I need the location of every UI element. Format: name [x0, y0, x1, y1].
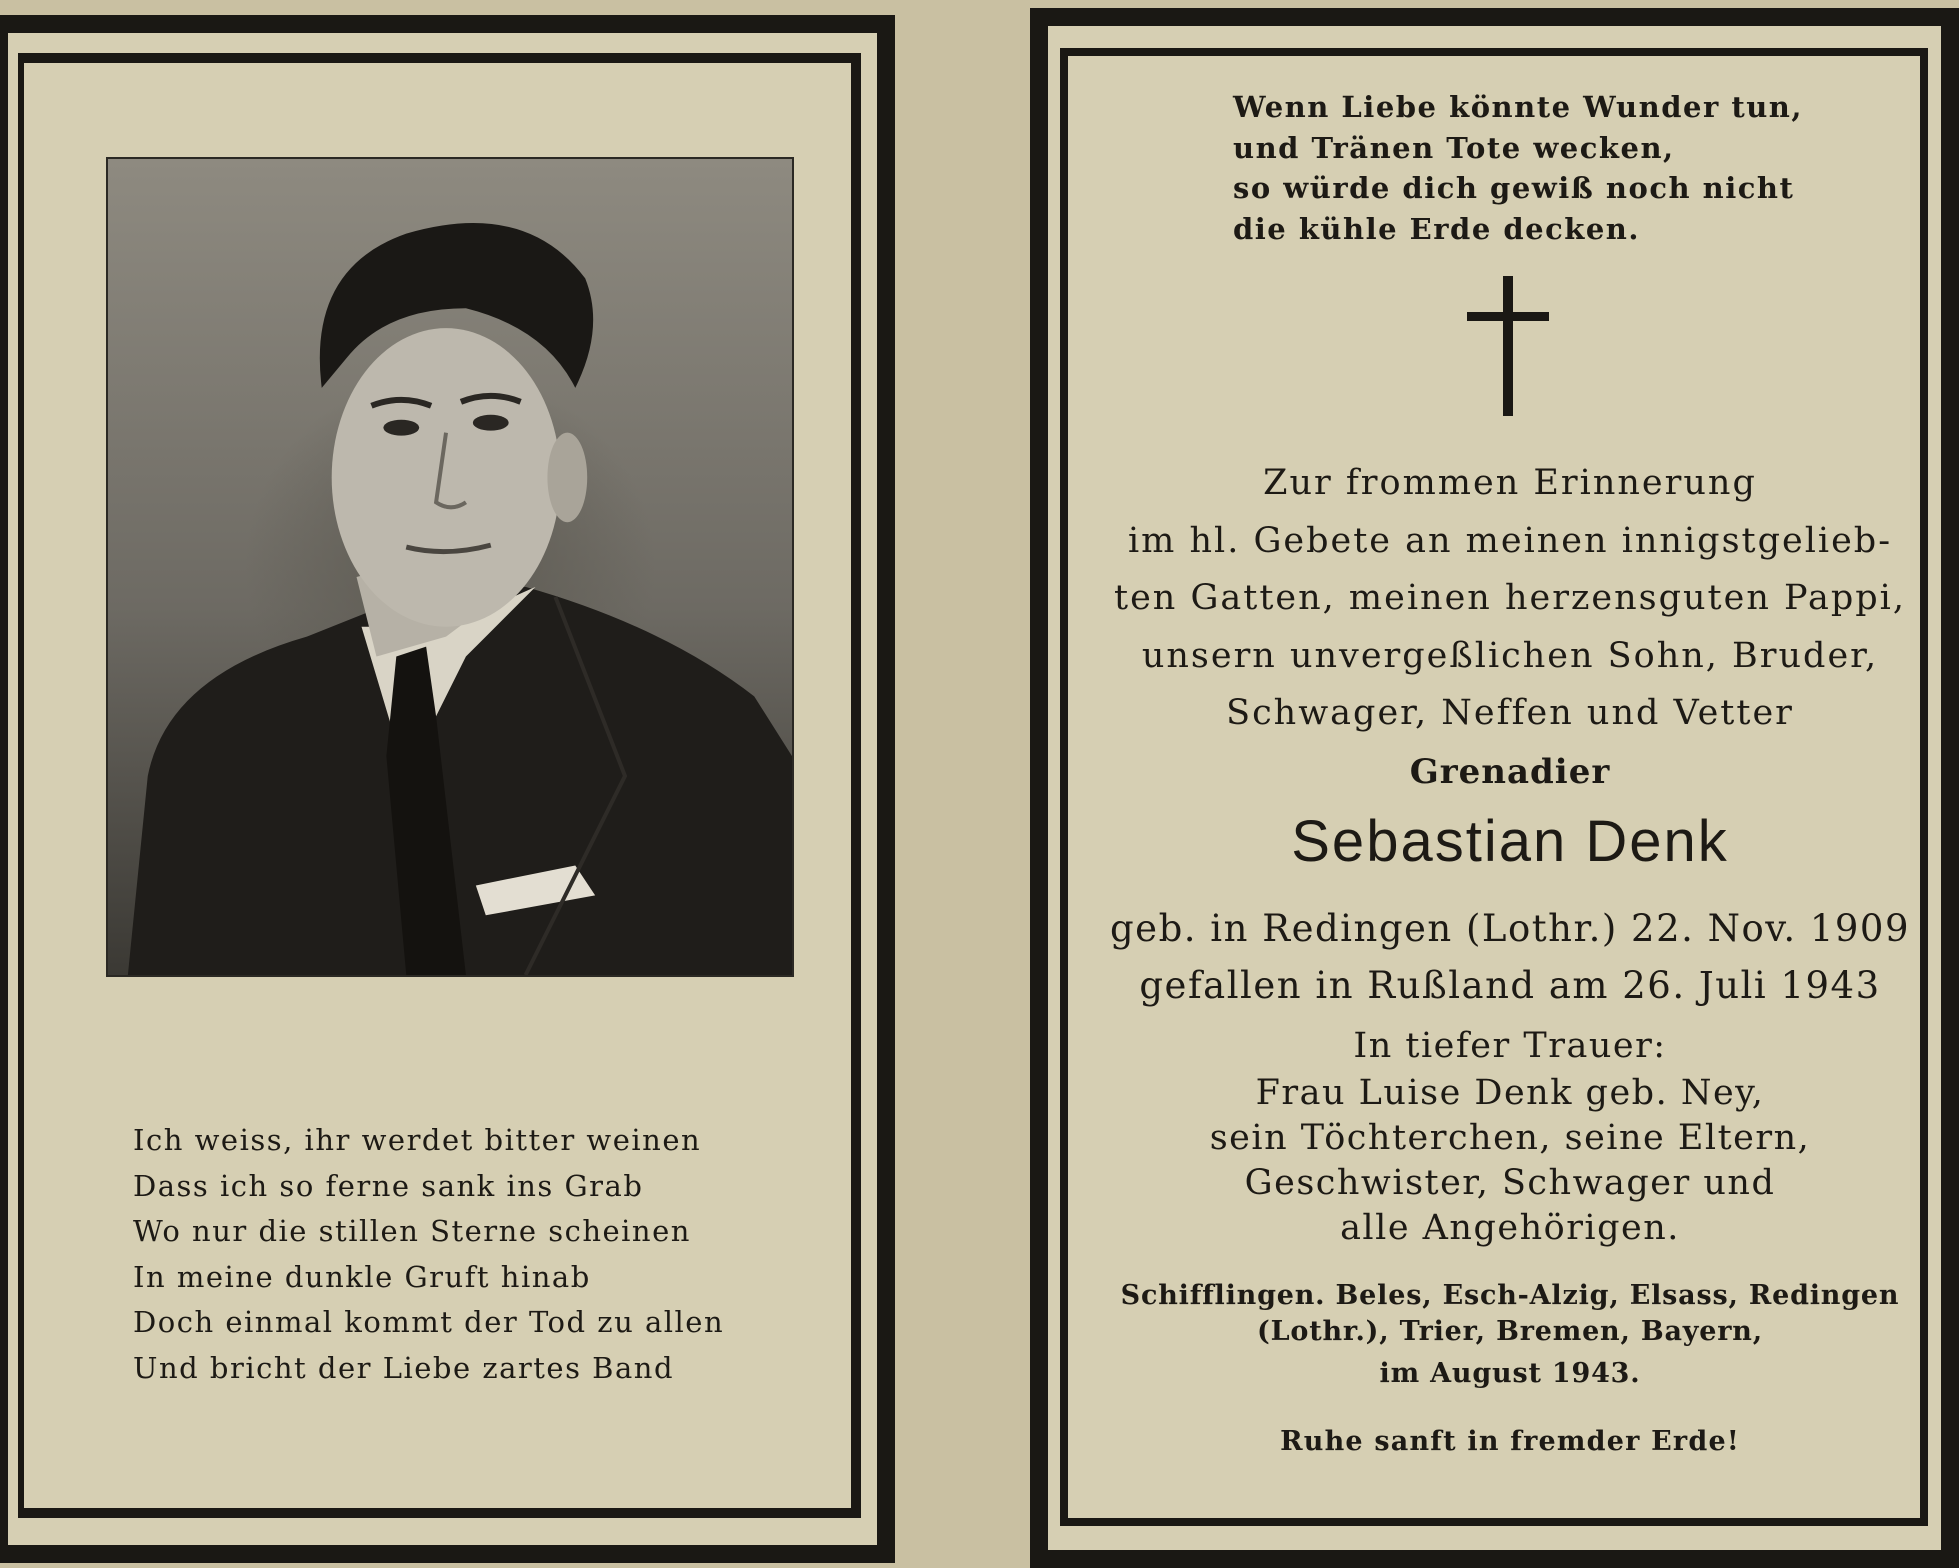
cross-icon — [1467, 276, 1549, 416]
memorial-line: ten Gatten, meinen herzensguten Pappi, — [1114, 578, 1906, 618]
poem-line: Doch einmal kommt der Tod zu allen — [133, 1305, 725, 1340]
birth-line: geb. in Redingen (Lothr.) 22. Nov. 1909 — [1110, 907, 1910, 950]
places — [1110, 1278, 1910, 1392]
life-dates — [1110, 900, 1910, 1014]
date-line: im August 1943. — [1379, 1358, 1641, 1389]
poem-line: Ich weiss, ihr werdet bitter weinen — [133, 1123, 702, 1157]
deceased-name: Sebastian Denk — [1291, 809, 1729, 874]
verse-line: die kühle Erde decken. — [1233, 211, 1640, 246]
mourner-line: sein Töchterchen, seine Eltern, — [1209, 1118, 1811, 1158]
mourner-line: Geschwister, Schwager und — [1244, 1163, 1776, 1203]
poem-line: Und bricht der Liebe zartes Band — [133, 1350, 675, 1385]
poem-line: Dass ich so ferne sank ins Grab — [133, 1168, 644, 1203]
places-line: Schifflingen. Beles, Esch-Alzig, Elsass, Redingen — [1120, 1280, 1900, 1311]
mourner-line: Frau Luise Denk geb. Ney, — [1255, 1073, 1765, 1113]
death-line: gefallen in Rußland am 26. Juli 1943 — [1139, 964, 1881, 1007]
mourner-line: alle Angehörigen. — [1340, 1208, 1680, 1248]
verse-line: so würde dich gewiß noch nicht — [1233, 171, 1795, 205]
opening-verse — [1233, 87, 1803, 249]
memorial-line: Schwager, Neffen und Vetter — [1226, 693, 1794, 733]
closing-line: Ruhe sanft in fremder Erde! — [1280, 1426, 1740, 1457]
memorial-line: im hl. Gebete an meinen innigstgelieb- — [1127, 520, 1893, 561]
memorial-line: unsern unvergeßlichen Sohn, Bruder, — [1141, 635, 1879, 676]
memorial-line: Zur frommen Erinnerung — [1263, 463, 1757, 503]
mourners — [1110, 1021, 1910, 1251]
places-line: (Lothr.), Trier, Bremen, Bayern, — [1257, 1316, 1763, 1347]
mourning-heading: In tiefer Trauer: — [1353, 1026, 1667, 1066]
portrait-illustration — [108, 159, 792, 975]
poem-left — [133, 1118, 753, 1392]
verse-line: Wenn Liebe könnte Wunder tun, — [1233, 90, 1803, 124]
poem-line: Wo nur die stillen Sterne scheinen — [133, 1214, 691, 1249]
memorial-text — [1110, 455, 1910, 743]
poem-line: In meine dunkle Gruft hinab — [133, 1259, 591, 1294]
portrait-photo — [106, 157, 794, 977]
rank: Grenadier — [1409, 752, 1611, 792]
verse-line: und Tränen Tote wecken, — [1233, 130, 1675, 165]
